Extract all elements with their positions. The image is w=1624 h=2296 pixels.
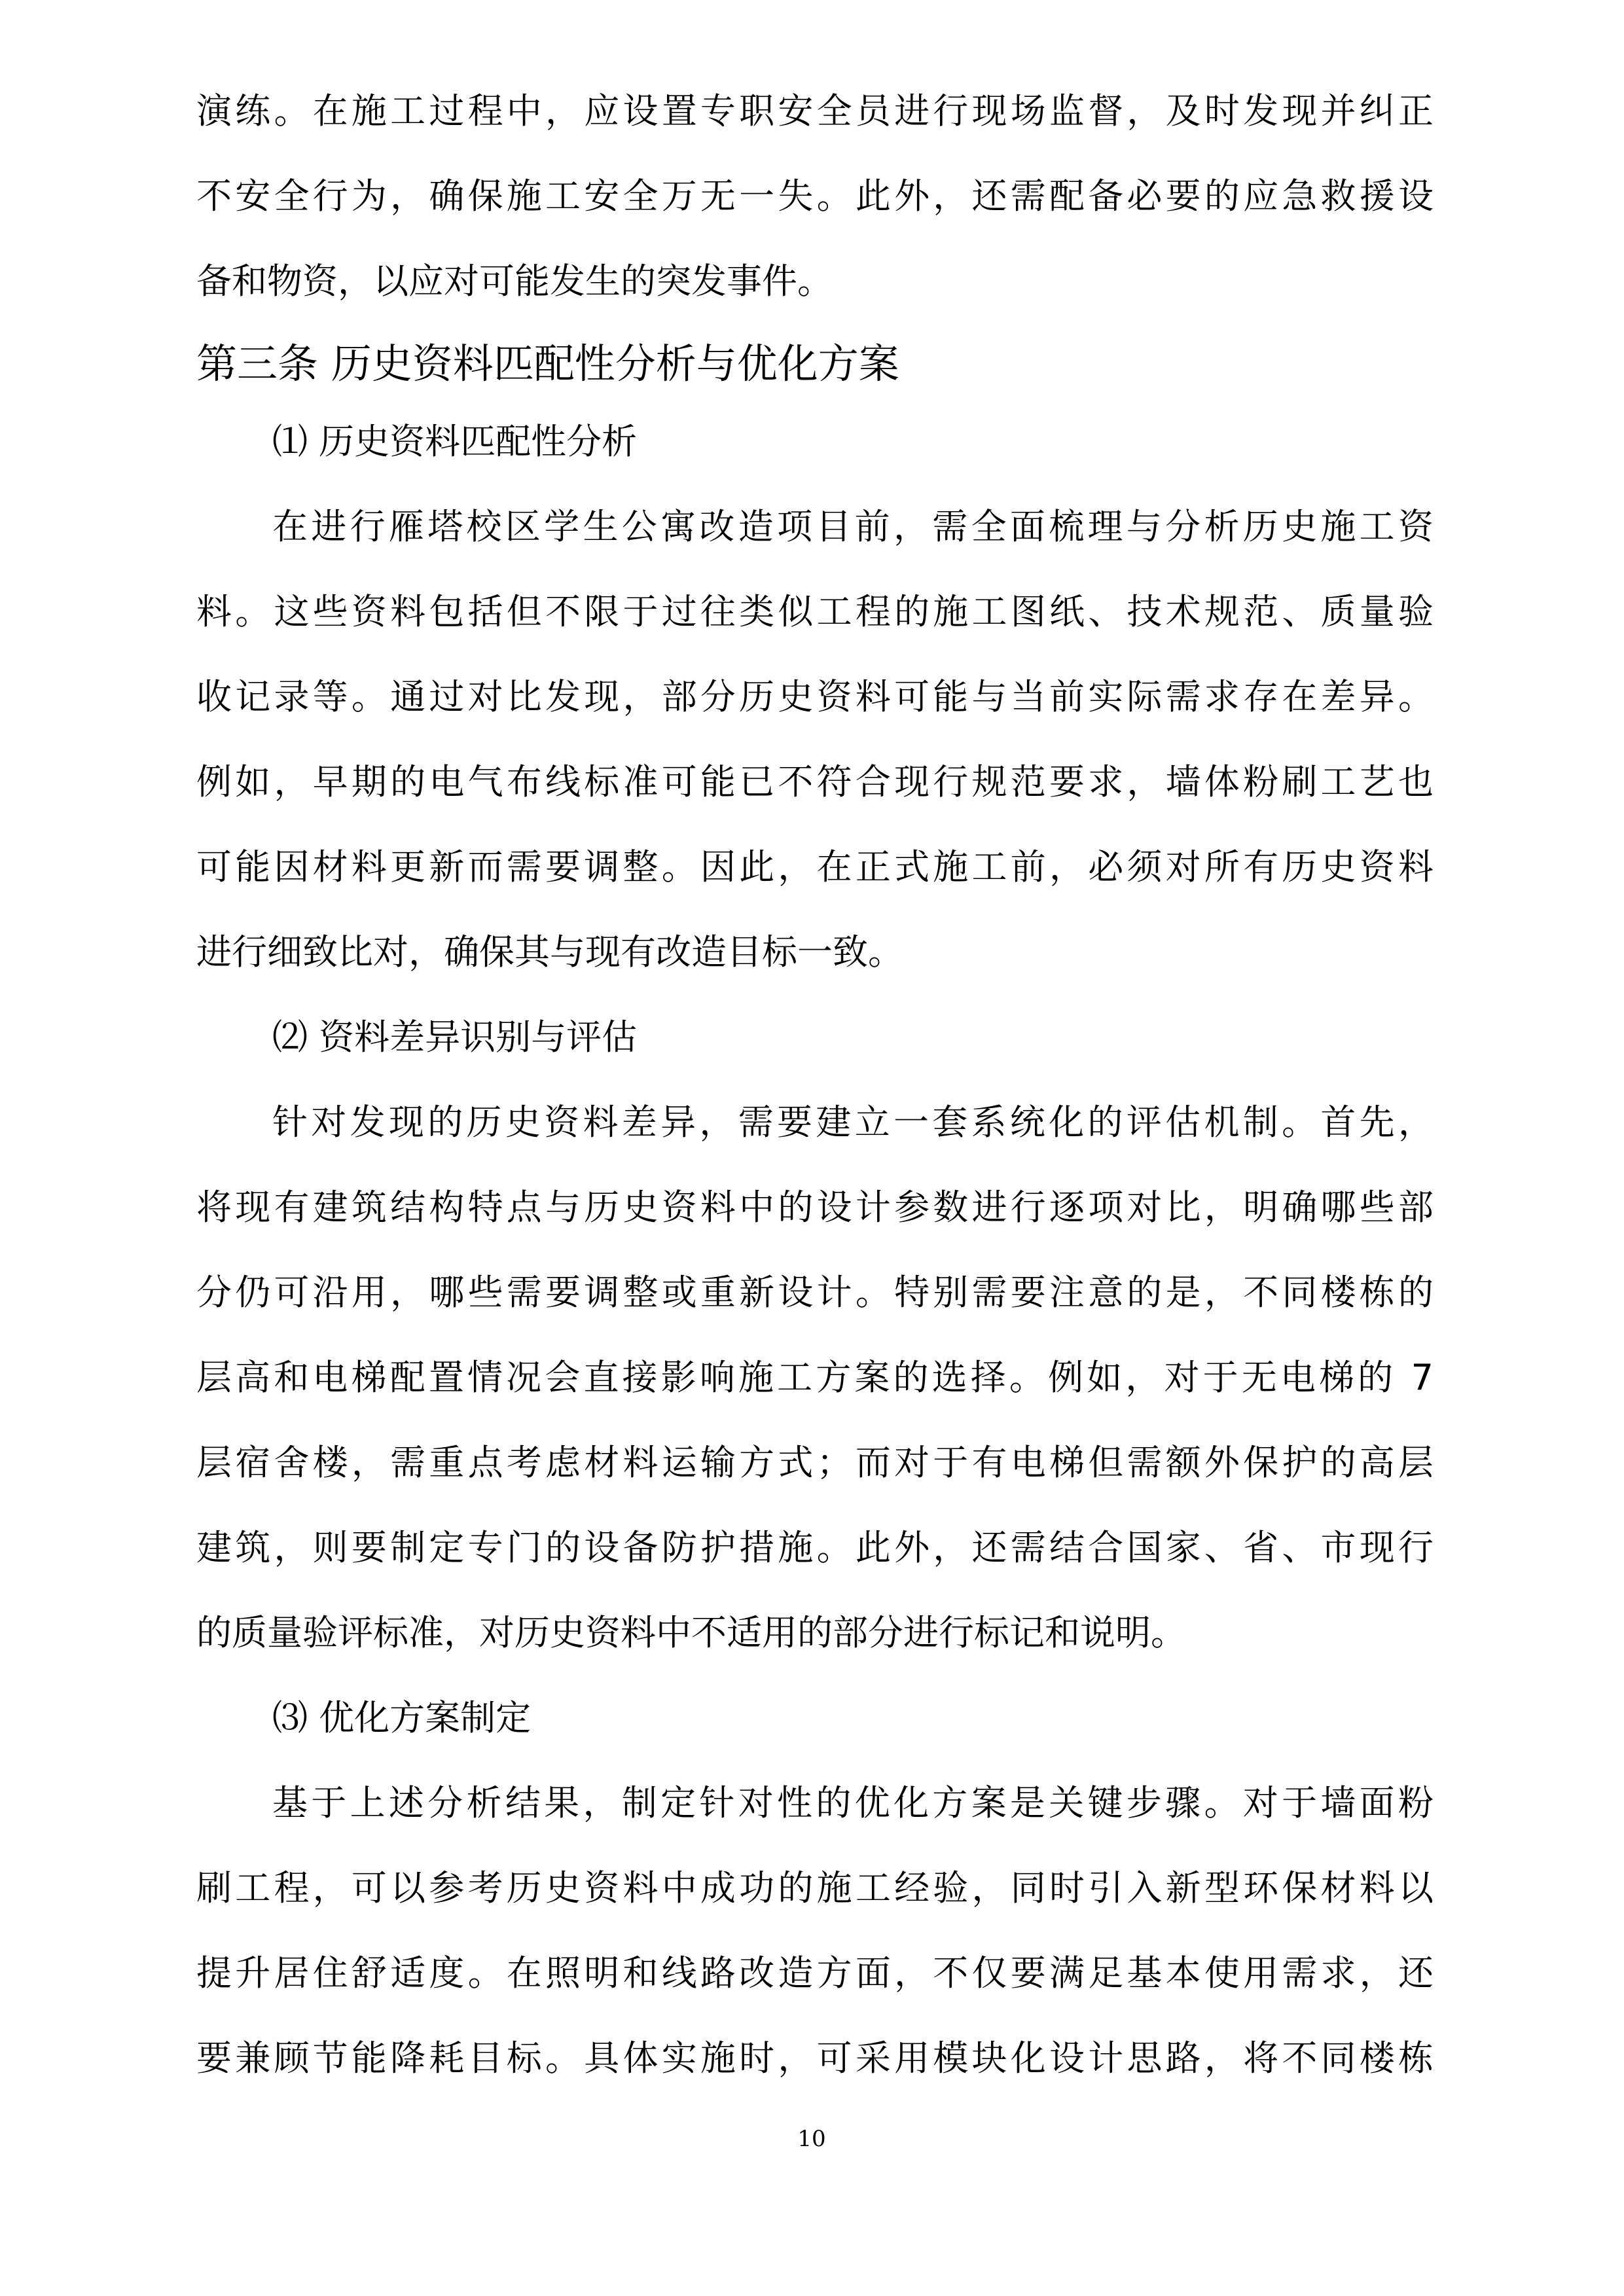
paragraph-line: 要兼顾节能降耗目标。具体实施时，可采用模块化设计思路，将不同楼栋 <box>196 2037 1434 2079</box>
paragraph-line: 备和物资，以应对可能发生的突发事件。 <box>196 260 833 302</box>
paragraph-line: 将现有建筑结构特点与历史资料中的设计参数进行逐项对比，明确哪些部 <box>196 1187 1434 1228</box>
section-heading: 第三条 历史资料匹配性分析与优化方案 <box>196 340 899 387</box>
paragraph-line: 在进行雁塔校区学生公寓改造项目前，需全面梳理与分析历史施工资 <box>272 506 1434 547</box>
subsection-title: ⑴ 历史资料匹配性分析 <box>272 421 638 462</box>
paragraph-line: 不安全行为，确保施工安全万无一失。此外，还需配备必要的应急救援设 <box>196 175 1434 217</box>
page-number: 10 <box>797 2126 826 2152</box>
paragraph-line: 层宿舍楼，需重点考虑材料运输方式；而对于有电梯但需额外保护的高层 <box>196 1442 1434 1483</box>
paragraph-line: 进行细致比对，确保其与现有改造目标一致。 <box>196 931 903 973</box>
paragraph-line: 料。这些资料包括但不限于过往类似工程的施工图纸、技术规范、质量验 <box>196 591 1434 632</box>
paragraph-line: 层高和电梯配置情况会直接影响施工方案的选择。例如，对于无电梯的 7 <box>196 1357 1434 1398</box>
paragraph-line: 例如，早期的电气布线标准可能已不符合现行规范要求，墙体粉刷工艺也 <box>196 761 1434 802</box>
paragraph-line: 提升居住舒适度。在照明和线路改造方面，不仅要满足基本使用需求，还 <box>196 1952 1434 1994</box>
paragraph-line: 可能因材料更新而需要调整。因此，在正式施工前，必须对所有历史资料 <box>196 846 1434 888</box>
paragraph-line: 刷工程，可以参考历史资料中成功的施工经验，同时引入新型环保材料以 <box>196 1867 1434 1909</box>
paragraph-line: 收记录等。通过对比发现，部分历史资料可能与当前实际需求存在差异。 <box>196 676 1434 717</box>
paragraph-line: 演练。在施工过程中，应设置专职安全员进行现场监督，及时发现并纠正 <box>196 90 1434 132</box>
subsection-title: ⑵ 资料差异识别与评估 <box>272 1016 638 1058</box>
paragraph-line: 基于上述分析结果，制定针对性的优化方案是关键步骤。对于墙面粉 <box>272 1782 1434 1823</box>
paragraph-line: 建筑，则要制定专门的设备防护措施。此外，还需结合国家、省、市现行 <box>196 1527 1434 1568</box>
paragraph-line: 分仍可沿用，哪些需要调整或重新设计。特别需要注意的是，不同楼栋的 <box>196 1272 1434 1313</box>
subsection-title: ⑶ 优化方案制定 <box>272 1697 532 1738</box>
paragraph-line: 的质量验评标准，对历史资料中不适用的部分进行标记和说明。 <box>196 1612 1186 1653</box>
paragraph-line: 针对发现的历史资料差异，需要建立一套系统化的评估机制。首先， <box>272 1102 1434 1143</box>
